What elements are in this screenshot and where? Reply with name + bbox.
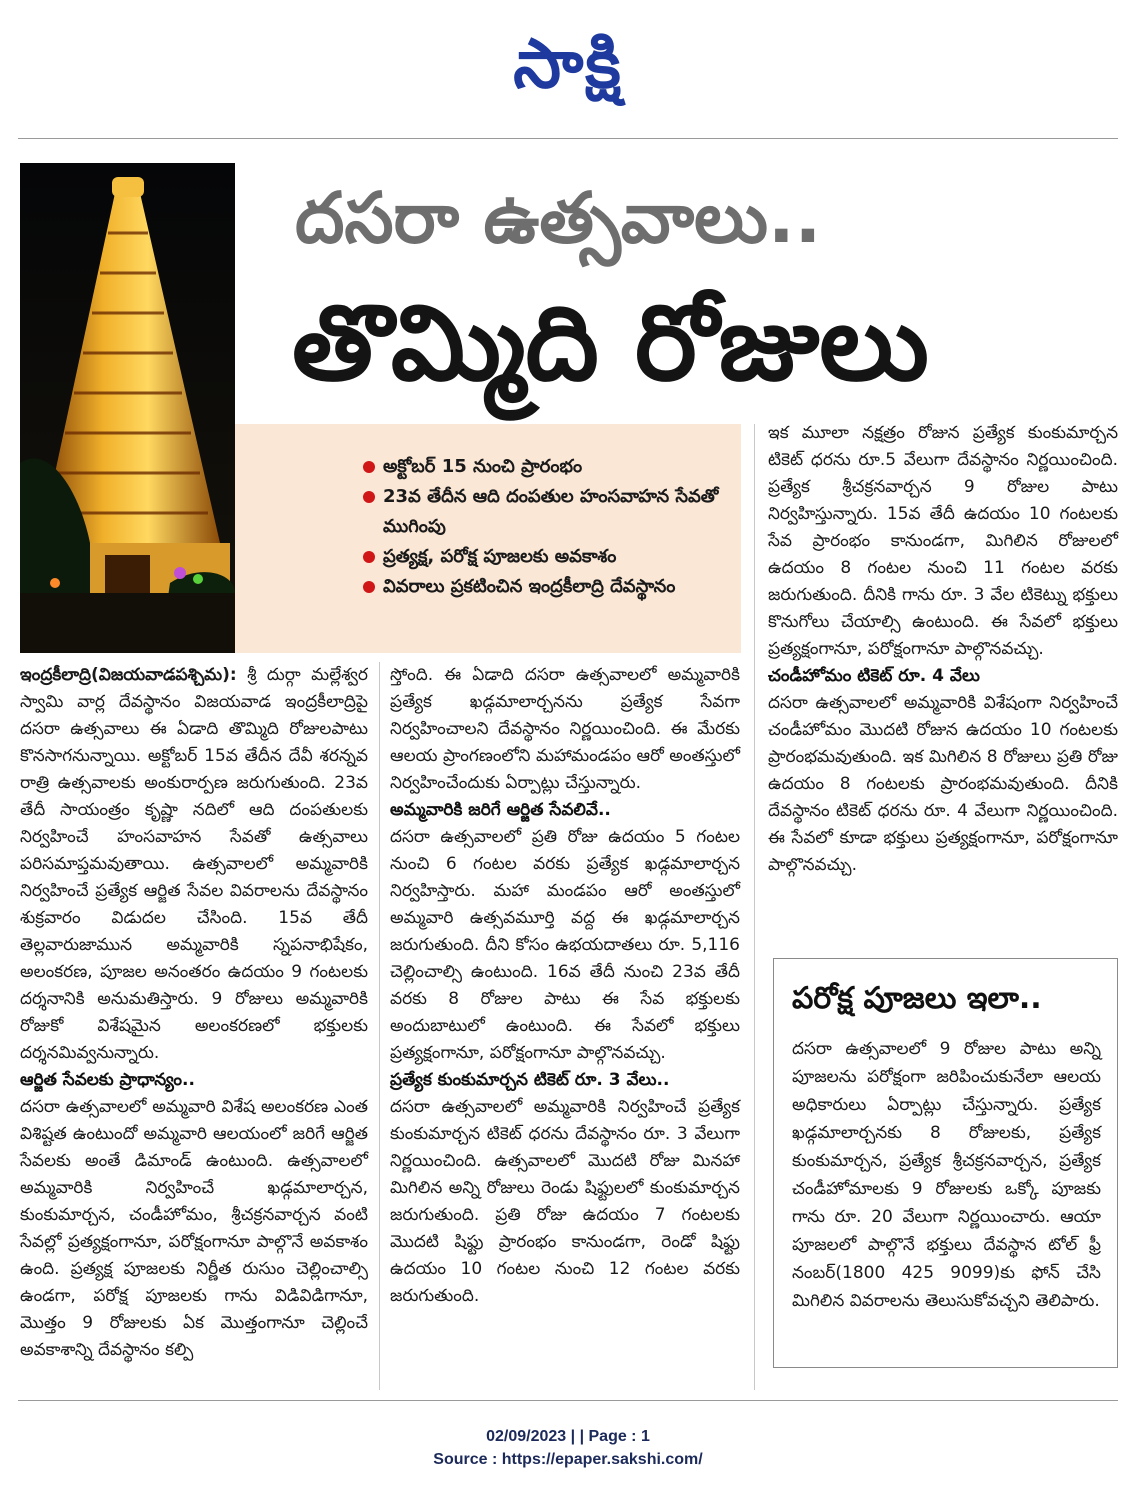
column-divider <box>754 424 755 1390</box>
article-paragraph: ఇక మూలా నక్షత్రం రోజున ప్రత్యేక కుంకుమార్చన టికెట్ ధరను రూ.5 వేలుగా దేవస్థానం నిర్ణయించింది. ప్రత్యేక శ్రీచక్రనవార్చన 9 రోజుల పాటు నిర్వహిస్తున్నారు. 15వ తేదీ ఉదయం 10 గంటలకు సేవ ప్రారంభం కానుండగా, మిగిలిన రోజులలో ఉదయం 8 గంటల నుంచి 11 గంటల వరకు జరుగుతుంది. దీనికి గాను రూ. 3 వేల టికెట్ను భక్తులు కొనుగోలు చేయాల్సి ఉంటుంది. ఈ సేవలో భక్తులు ప్రత్యక్షంగానూ, పరోక్షంగానూ పాల్గొనవచ్చు. <box>768 423 1118 659</box>
top-divider <box>18 138 1118 139</box>
article-paragraph: దసరా ఉత్సవాలలో అమ్మవారికి నిర్వహించే ప్రత్యేక కుంకుమార్చన టికెట్ ధరను దేవస్థానం రూ. 3 వేలుగా నిర్ణయించింది. ఉత్సవాలలో మొదటి రోజు మినహా మిగిలిన అన్ని రోజులు రెండు షిఫ్టులలో కుంకుమార్చన జరుగుతుంది. ప్రతి రోజు ఉదయం 7 గంటలకు మొదటి షిఫ్టు ప్రారంభం కానుండగా, రెండో షిఫ్టు ఉదయం 10 గంటల నుంచి 12 గంటల వరకు జరుగుతుంది. <box>390 1097 740 1306</box>
subheading: ప్రత్యేక కుంకుమార్చన టికెట్ రూ. 3 వేలు.. <box>390 1070 670 1090</box>
paragraph-text: శ్రీ దుర్గా మల్లేశ్వర స్వామి వార్ల దేవస్థానం విజయవాడ ఇంద్రకీలాద్రిపై దసరా ఉత్సవాలు ఈ ఏడాది తొమ్మిది రోజులపాటు కొనసాగనున్నాయి. అక్టోబర్ 15వ తేదీన దేవీ శరన్నవ రాత్రి ఉత్సవాలకు అంకురార్పణ జరుగుతుంది. 23వ తేదీ సాయంత్రం కృష్ణా నదిలో ఆది దంపతులకు నిర్వహించే హంసవాహన సేవతో ఉత్సవాలు పరిసమాప్తమవుతాయి. ఉత్సవాలలో అమ్మవారికి నిర్వహించే ప్రత్యేక ఆర్జిత సేవల వివరాలను దేవస్థానం శుక్రవారం విడుదల చేసింది. 15వ తేదీ తెల్లవారుజామున అమ్మవారికి స్నపనాభిషేకం, అలంకరణ, పూజల అనంతరం ఉదయం 9 గంటలకు దర్శనానికి అనుమతిస్తారు. 9 రోజులు అమ్మవారికి రోజుకో విశేషమైన అలంకరణలో భక్తులకు దర్శనమివ్వనున్నారు. <box>20 665 369 1063</box>
highlights-box <box>235 424 741 653</box>
highlight-item: వివరాలు ప్రకటించిన ఇంద్రకీలాద్రి దేవస్థానం <box>363 572 731 602</box>
article-paragraph <box>20 662 368 1067</box>
bottom-divider <box>18 1400 1118 1401</box>
footer-date-page: 02/09/2023 | | Page : 1 <box>486 1428 650 1445</box>
headline-line-1: దసరా ఉత్సవాలు.. <box>295 177 822 259</box>
article-column-1 <box>20 662 368 1364</box>
dateline: ఇంద్రకీలాద్రి(విజయవాడపశ్చిమ): <box>20 665 237 685</box>
paroksha-pujalu-box <box>773 958 1118 1368</box>
article-paragraph: స్తోంది. ఈ ఏడాది దసరా ఉత్సవాలలో అమ్మవారికి ప్రత్యేక ఖడ్గమాలార్చనను ప్రత్యేక సేవగా నిర్వహించాలని దేవస్థానం నిర్ణయించింది. ఈ మేరకు ఆలయ ప్రాంగణంలోని మహామండపం ఆరో అంతస్తులో నిర్వహించేందుకు ఏర్పాట్లు చేస్తున్నారు. <box>390 665 740 793</box>
highlight-item: ప్రత్యక్ష, పరోక్ష పూజలకు అవకాశం <box>363 542 731 572</box>
article-column-3 <box>768 420 1118 879</box>
article-column-2 <box>390 662 740 1310</box>
footer-source-link[interactable]: Source : https://epaper.sakshi.com/ <box>433 1451 703 1468</box>
highlights-list <box>363 452 731 602</box>
temple-photo <box>20 163 235 653</box>
subheading: చండీహోమం టికెట్ రూ. 4 వేలు <box>768 666 980 686</box>
subheading: అమ్మవారికి జరిగే ఆర్జిత సేవలివే.. <box>390 800 611 820</box>
column-divider <box>379 662 380 1390</box>
box-body: దసరా ఉత్సవాలలో 9 రోజుల పాటు అన్ని పూజలను పరోక్షంగా జరిపించుకునేలా ఆలయ అధికారులు ఏర్పాట్లు చేస్తున్నారు. ప్రత్యేక ఖడ్గమాలార్చనకు 8 రోజులకు, ప్రత్యేక కుంకుమార్చన, ప్రత్యేక శ్రీచక్రనవార్చన, ప్రత్యేక చండీహోమాలకు 9 రోజులకు ఒక్కో పూజకు గాను రూ. 20 వేలుగా నిర్ణయించారు. ఆయా పూజలలో పాల్గొనే భక్తులు దేవస్థాన టోల్ ఫ్రీ నంబర్(1800 425 9099)కు ఫోన్ చేసి మిగిలిన వివరాలను తెలుసుకోవచ్చని తెలిపారు. <box>792 1039 1101 1311</box>
highlight-item: అక్టోబర్ 15 నుంచి ప్రారంభం <box>363 452 731 482</box>
article-paragraph: దసరా ఉత్సవాలలో అమ్మవారికి విశేషంగా నిర్వహించే చండీహోమం మొదటి రోజున ఉదయం 10 గంటలకు ప్రారంభమవుతుంది. ఇక మిగిలిన 8 రోజులు ప్రతి రోజు ఉదయం 8 గంటలకు ప్రారంభమవుతుంది. దీనికి దేవస్థానం టికెట్ ధరను రూ. 4 వేలుగా నిర్ణయించింది. ఈ సేవలో కూడా భక్తులు ప్రత్యక్షంగానూ, పరోక్షంగానూ పాల్గొనవచ్చు. <box>768 693 1118 875</box>
subheading: ఆర్జిత సేవలకు ప్రాధాన్యం.. <box>20 1070 195 1090</box>
highlight-item: 23వ తేదీన ఆది దంపతుల హంసవాహన సేవతో ముగింపు <box>363 482 731 542</box>
box-title: పరోక్ష పూజలు ఇలా.. <box>792 981 1042 1016</box>
masthead-logo: సాక్షి <box>513 25 623 104</box>
article-paragraph: దసరా ఉత్సవాలలో ప్రతి రోజు ఉదయం 5 గంటల నుంచి 6 గంటల వరకు ప్రత్యేక ఖడ్గమాలార్చన నిర్వహిస్తారు. మహా మండపం ఆరో అంతస్తులో అమ్మవారి ఉత్సవమూర్తి వద్ద ఈ ఖడ్గమాలార్చన జరుగుతుంది. దీని కోసం ఉభయదాతలు రూ. 5,116 చెల్లించాల్సి ఉంటుంది. 16వ తేదీ నుంచి 23వ తేదీ వరకు 8 రోజుల పాటు ఈ సేవ భక్తులకు అందుబాటులో ఉంటుంది. ఈ సేవలో భక్తులు ప్రత్యక్షంగానూ, పరోక్షంగానూ పాల్గొనవచ్చు. <box>390 827 740 1063</box>
article-paragraph: దసరా ఉత్సవాలలో అమ్మవారి విశేష అలంకరణ ఎంత విశిష్టత ఉంటుందో అమ్మవారి ఆలయంలో జరిగే ఆర్జిత సేవలకు అంతే డిమాండ్ ఉంటుంది. ఉత్సవాలలో అమ్మవారికి నిర్వహించే ఖడ్గమాలార్చన, కుంకుమార్చన, చండీహోమం, శ్రీచక్రనవార్చన వంటి సేవల్లో ప్రత్యక్షంగానూ, పరోక్షంగానూ పాల్గొనే అవకాశం ఉంది. ప్రత్యక్ష పూజలకు నిర్ణీత రుసుం చెల్లించాల్సి ఉండగా, పరోక్ష పూజలకు గాను విడివిడిగానూ, మొత్తం 9 రోజులకు ఏక మొత్తంగానూ చెల్లించే అవకాశాన్ని దేవస్థానం కల్పి <box>20 1097 368 1360</box>
headline-line-2: తొమ్మిది రోజులు <box>292 282 929 404</box>
